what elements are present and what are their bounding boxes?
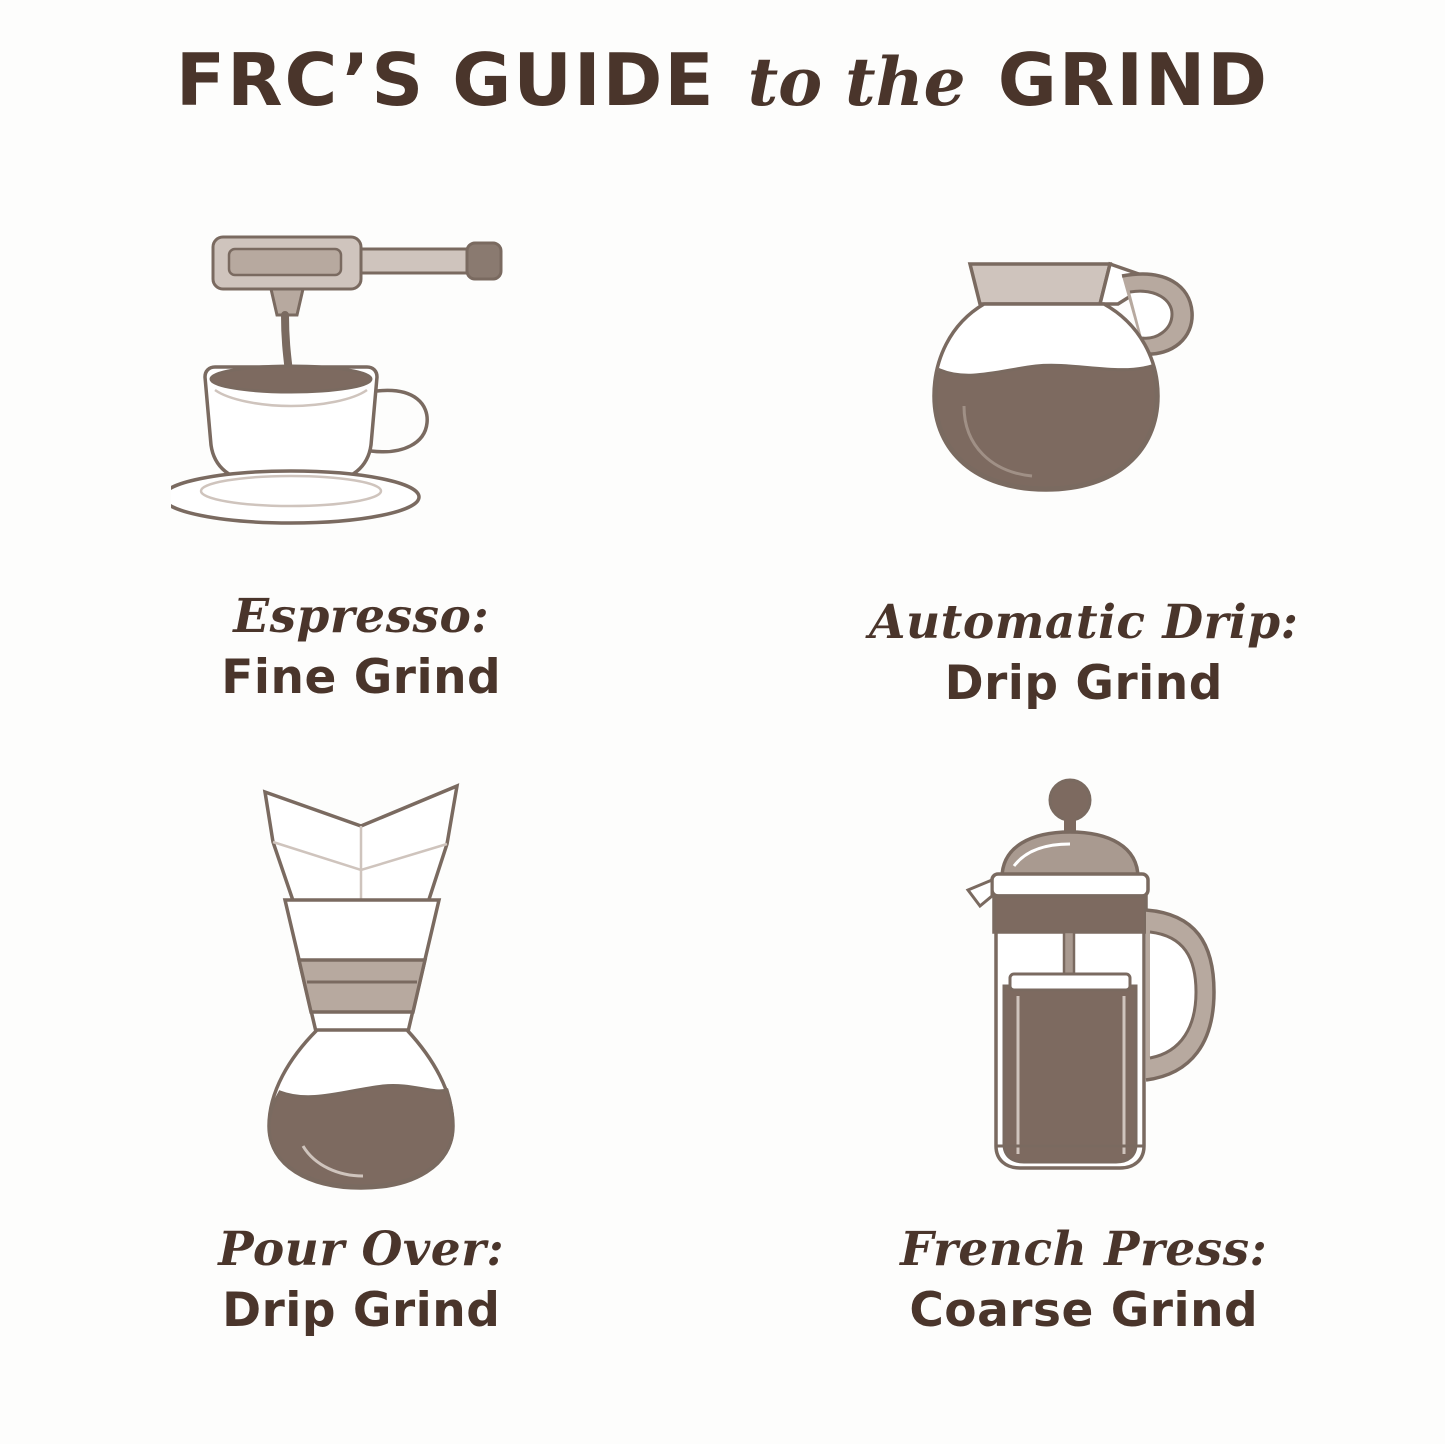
- pour-over-chemex-icon: [211, 809, 511, 1169]
- grind-label: Fine Grind: [221, 649, 502, 705]
- grind-label: Coarse Grind: [909, 1282, 1259, 1338]
- caption-pour-over: [218, 1223, 504, 1338]
- caption-espresso: [221, 590, 501, 705]
- brew-method-card-pour-over: [0, 795, 723, 1440]
- brew-method-grid: [0, 150, 1445, 1440]
- french-press-icon: [934, 809, 1234, 1169]
- page-title: [0, 0, 1445, 122]
- brew-method-card-espresso: [0, 150, 723, 795]
- espresso-machine-cup-icon: [171, 204, 551, 564]
- method-label: Pour Over:: [218, 1222, 505, 1277]
- brew-method-card-french-press: [723, 795, 1445, 1440]
- caption-automatic-drip: [869, 596, 1299, 711]
- title-middle: to the: [747, 43, 966, 121]
- method-label: Espresso:: [233, 589, 490, 644]
- grind-label: Drip Grind: [222, 1282, 501, 1338]
- title-tail: GRIND: [997, 38, 1270, 122]
- grind-label: Drip Grind: [944, 655, 1223, 711]
- drip-coffee-carafe-icon: [904, 190, 1264, 570]
- method-label: French Press:: [900, 1222, 1268, 1277]
- caption-french-press: [900, 1223, 1267, 1338]
- title-lead: FRC’S GUIDE: [175, 38, 716, 122]
- brew-method-card-automatic-drip: [723, 150, 1445, 795]
- method-label: Automatic Drip:: [868, 595, 1299, 650]
